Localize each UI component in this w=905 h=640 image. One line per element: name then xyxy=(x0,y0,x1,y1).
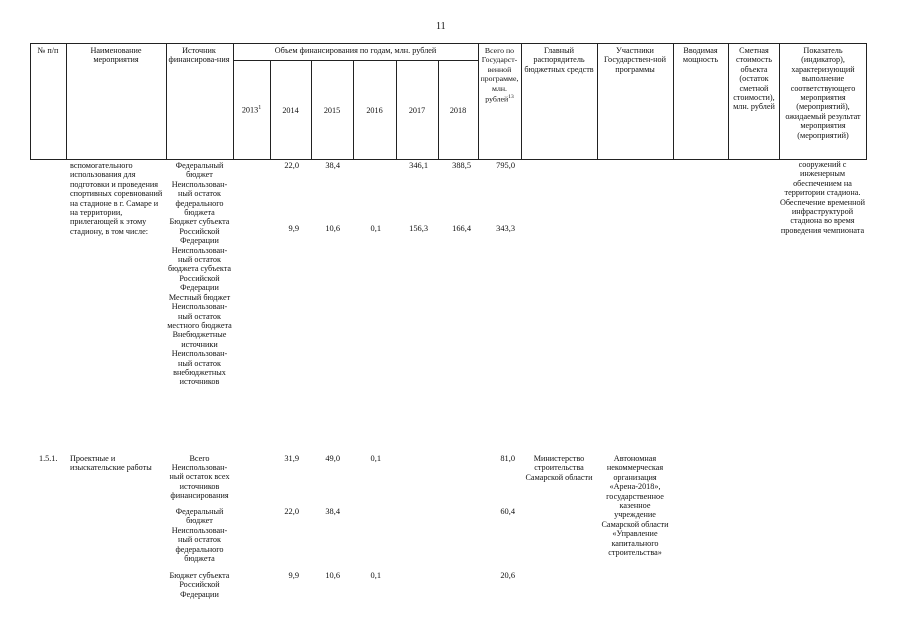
header-col-total-text: Всего по Государст-венной программе, млн. рублей xyxy=(480,46,519,104)
block2-total-2015: 49,0 xyxy=(325,454,340,463)
block2-source-total: Всего xyxy=(189,454,210,463)
header-year-2013 xyxy=(233,104,270,115)
header-year-2014: 2014 xyxy=(282,106,299,115)
block1-federal-2014: 22,0 xyxy=(284,161,299,170)
block2-federal-2014: 22,0 xyxy=(284,507,299,516)
block2-federal-total: 60,4 xyxy=(500,507,515,516)
grid-line xyxy=(597,43,598,160)
header-year-2018: 2018 xyxy=(449,106,467,115)
header-year-2017: 2017 xyxy=(408,106,426,115)
grid-line xyxy=(233,43,234,160)
block2-name: Проектные и изыскательские работы xyxy=(70,454,152,473)
block2-regional-2014: 9,9 xyxy=(288,571,299,580)
grid-line xyxy=(30,43,31,160)
block1-indicator: сооружений с инженерным обеспечением на территории стадиона. Обеспечение временной инфраструктурой стадиона во время проведения чемпионата xyxy=(779,160,866,235)
header-bottom-border xyxy=(30,159,866,160)
block1-regional-2017: 156,3 xyxy=(409,224,428,233)
block2-manager: Министерство строительства Самарской области xyxy=(525,454,593,482)
block2-federal-2015: 38,4 xyxy=(325,507,340,516)
block2-regional-2015: 10,6 xyxy=(325,571,340,580)
year-2013-label: 2013 xyxy=(241,105,259,115)
header-col-indicator: Показатель (индикатор), характеризующий выполнение соответствующего мероприятия (мероприятий), ожидаемый результат мероприятия (мероприятий) xyxy=(785,46,861,140)
header-year-2016: 2016 xyxy=(366,106,383,115)
header-col-capacity: Вводимая мощность xyxy=(682,46,719,65)
block2-source-federal: Федеральный бюджет xyxy=(175,507,224,526)
block2-regional-2016: 0,1 xyxy=(370,571,381,580)
grid-line xyxy=(521,43,522,160)
block1-sources: Федеральный бюджет Неиспользован-ный остаток федерального бюджета Бюджет субъекта Российской Федерации Неиспользован-ный остаток бюджета субъекта Российской Федерации Местный бюджет Неиспользован-ный остаток местного бюджета Внебюджетные источники Неиспользован-ный остаток внебюджетных источников xyxy=(167,161,232,387)
block2-total-total: 81,0 xyxy=(500,454,515,463)
block1-federal-2018: 388,5 xyxy=(452,161,471,170)
block2-source-regional: Бюджет субъекта Российской Федерации xyxy=(169,571,230,599)
block1-federal-2015: 38,4 xyxy=(325,161,340,170)
block2-sources-federal-rest: Неиспользован-ный остаток федерального бюджета xyxy=(171,526,228,564)
header-year-2015: 2015 xyxy=(323,106,341,115)
grid-line xyxy=(673,43,674,160)
block1-federal-total: 795,0 xyxy=(496,161,515,170)
block1-regional-2014: 9,9 xyxy=(288,224,299,233)
header-col-name: Наименование мероприятия xyxy=(90,46,142,65)
header-col-total xyxy=(479,46,520,104)
grid-line xyxy=(866,43,867,160)
page-number: 11 xyxy=(436,21,446,32)
block2-regional-total: 20,6 xyxy=(500,571,515,580)
block2-sources-rest: Неиспользован-ный остаток всех источников финансирования xyxy=(169,463,230,501)
block2-number: 1.5.1. xyxy=(39,454,58,463)
header-funding-group: Объем финансирования по годам, млн. рублей xyxy=(274,46,437,55)
block1-regional-total: 343,3 xyxy=(496,224,515,233)
block2-total-2016: 0,1 xyxy=(370,454,381,463)
header-col-source: Источник финансирова-ния xyxy=(168,46,230,65)
header-col-estimate: Сметная стоимость объекта (остаток сметной стоимости), млн. рублей xyxy=(733,46,775,112)
block1-name: вспомогательного использования для подготовки и проведения спортивных соревнований на стадионе в г. Самаре и на территории, прилегающей к этому стадиону, в том числе: xyxy=(70,161,163,236)
block1-regional-2015: 10,6 xyxy=(325,224,340,233)
block2-total-2014: 31,9 xyxy=(284,454,299,463)
block1-regional-2016: 0,1 xyxy=(370,224,381,233)
grid-line xyxy=(779,43,780,160)
grid-line xyxy=(66,43,67,160)
header-col-participants: Участники Государствен-ной программы xyxy=(604,46,666,74)
block2-participants: Автономная некоммерческая организация «Арена-2018», государственное казенное учреждение Самарской области «Управление капитального строительства» xyxy=(601,454,669,558)
grid-line xyxy=(166,43,167,160)
table-top-border xyxy=(30,43,866,44)
header-col-total-footnote: 13 xyxy=(508,94,514,101)
block1-federal-2017: 346,1 xyxy=(409,161,428,170)
header-col-manager: Главный распорядитель бюджетных средств xyxy=(524,46,594,74)
year-2013-footnote: 1 xyxy=(258,105,262,111)
block1-regional-2018: 166,4 xyxy=(452,224,471,233)
header-col-number: № п/п xyxy=(37,46,59,55)
